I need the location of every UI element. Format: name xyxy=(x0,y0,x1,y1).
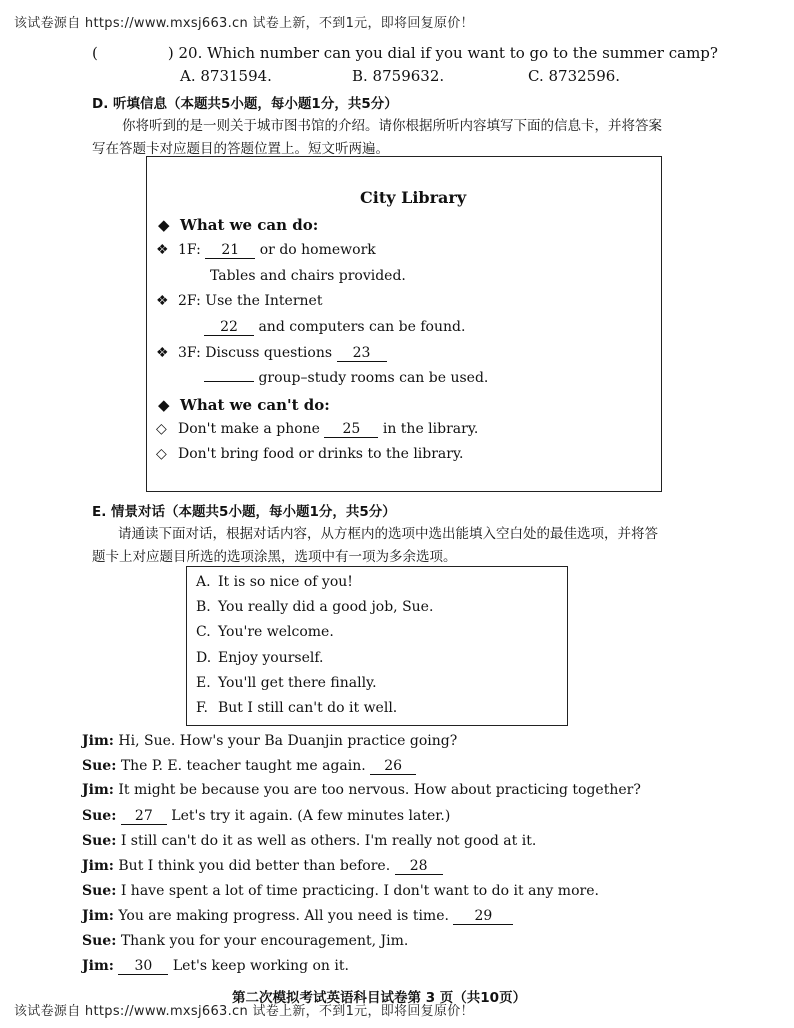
dialogue-line: Jim: 30 Let's keep working on it. xyxy=(82,958,349,974)
blank-27[interactable]: 27 xyxy=(121,808,167,825)
card-title: City Library xyxy=(360,188,467,207)
dialogue-line: Sue: I have spent a lot of time practicing. I don't want to do it any more. xyxy=(82,883,599,899)
dialogue-line: Jim: It might be because you are too nervous. How about practicing together? xyxy=(82,782,641,798)
line-3f-sub: group–study rooms can be used. xyxy=(204,370,488,386)
line-1f: ❖ 1F: 21 or do homework xyxy=(156,242,376,258)
page-footer: 第二次模拟考试英语科目试卷第 3 页（共10页） xyxy=(232,990,527,1006)
blank-26[interactable]: 26 xyxy=(370,758,416,775)
diamond-ornament-icon: ❖ xyxy=(156,293,169,309)
diamond-ornament-icon: ❖ xyxy=(156,242,169,258)
blank-22[interactable]: 22 xyxy=(204,319,254,336)
watermark-bottom: 该试卷源自 https://www.mxsj663.cn 试卷上新，不到1元，即将回复原价！ xyxy=(14,1004,474,1019)
rule-2: ◇ Don't bring food or drinks to the library. xyxy=(156,446,464,462)
question-text: Which number can you dial if you want to go to the summer camp? xyxy=(207,44,718,62)
section-e-instruction-2: 题卡上对应题目所选的选项涂黑，选项中有一项为多余选项。 xyxy=(92,549,457,565)
blank-30[interactable]: 30 xyxy=(118,958,168,975)
dialogue-line: Jim: You are making progress. All you need is time. 29 xyxy=(82,908,513,925)
diamond-outline-icon: ◇ xyxy=(156,446,167,462)
line-1f-sub: Tables and chairs provided. xyxy=(210,268,406,284)
blank-24[interactable] xyxy=(204,381,254,382)
option-a: A. 8731594. xyxy=(180,67,272,85)
option-b: B. 8759632. xyxy=(352,67,445,85)
option-c: C. 8732596. xyxy=(528,67,621,85)
option-item: D. Enjoy yourself. xyxy=(196,650,324,666)
option-item: B. You really did a good job, Sue. xyxy=(196,599,434,615)
diamond-filled-icon: ◆ xyxy=(158,216,170,234)
section-d-instruction-2: 写在答题卡对应题目的答题位置上。短文听两遍。 xyxy=(92,141,389,157)
blank-28[interactable]: 28 xyxy=(395,858,443,875)
dialogue-line: Jim: But I think you did better than before. 28 xyxy=(82,858,443,875)
cant-do-heading: ◆ What we can't do: xyxy=(158,396,330,414)
answer-paren-right: ) xyxy=(167,44,174,62)
dialogue-line: Sue: 27 Let's try it again. (A few minutes later.) xyxy=(82,808,451,824)
question-20 xyxy=(92,44,718,62)
section-e-title: E. 情景对话（本题共5小题，每小题1分，共5分） xyxy=(92,504,396,520)
blank-29[interactable]: 29 xyxy=(453,908,513,925)
option-item: A. It is so nice of you! xyxy=(196,574,353,590)
section-d-instruction-1: 你将听到的是一则关于城市图书馆的介绍。请你根据所听内容填写下面的信息卡，并将答案 xyxy=(122,118,662,134)
dialogue-line: Sue: Thank you for your encouragement, Jim. xyxy=(82,933,409,949)
option-item: F. But I still can't do it well. xyxy=(196,700,398,716)
diamond-outline-icon: ◇ xyxy=(156,421,167,437)
blank-21[interactable]: 21 xyxy=(205,242,255,259)
dialogue-line: Jim: Hi, Sue. How's your Ba Duanjin practice going? xyxy=(82,733,458,749)
diamond-ornament-icon: ❖ xyxy=(156,345,169,361)
line-2f: ❖ 2F: Use the Internet xyxy=(156,293,323,309)
blank-25[interactable]: 25 xyxy=(324,421,378,438)
section-e-instruction-1: 请通读下面对话，根据对话内容，从方框内的选项中选出能填入空白处的最佳选项，并将答 xyxy=(118,526,658,542)
option-item: C. You're welcome. xyxy=(196,624,334,640)
can-do-heading: ◆ What we can do: xyxy=(158,216,319,234)
option-item: E. You'll get there finally. xyxy=(196,675,377,691)
answer-paren-left: ( xyxy=(92,44,98,62)
dialogue-line: Sue: I still can't do it as well as others. I'm really not good at it. xyxy=(82,833,537,849)
line-2f-sub: 22 and computers can be found. xyxy=(204,319,465,336)
diamond-filled-icon: ◆ xyxy=(158,396,170,414)
rule-1: ◇ Don't make a phone 25 in the library. xyxy=(156,421,479,437)
dialogue-line: Sue: The P. E. teacher taught me again. 26 xyxy=(82,758,416,775)
watermark-top: 该试卷源自 https://www.mxsj663.cn 试卷上新，不到1元，即将回复原价！ xyxy=(14,16,474,31)
line-3f: ❖ 3F: Discuss questions 23 xyxy=(156,345,387,362)
blank-23[interactable]: 23 xyxy=(337,345,387,362)
section-d-title: D. 听填信息（本题共5小题，每小题1分，共5分） xyxy=(92,96,398,112)
question-number: 20. xyxy=(178,44,203,62)
